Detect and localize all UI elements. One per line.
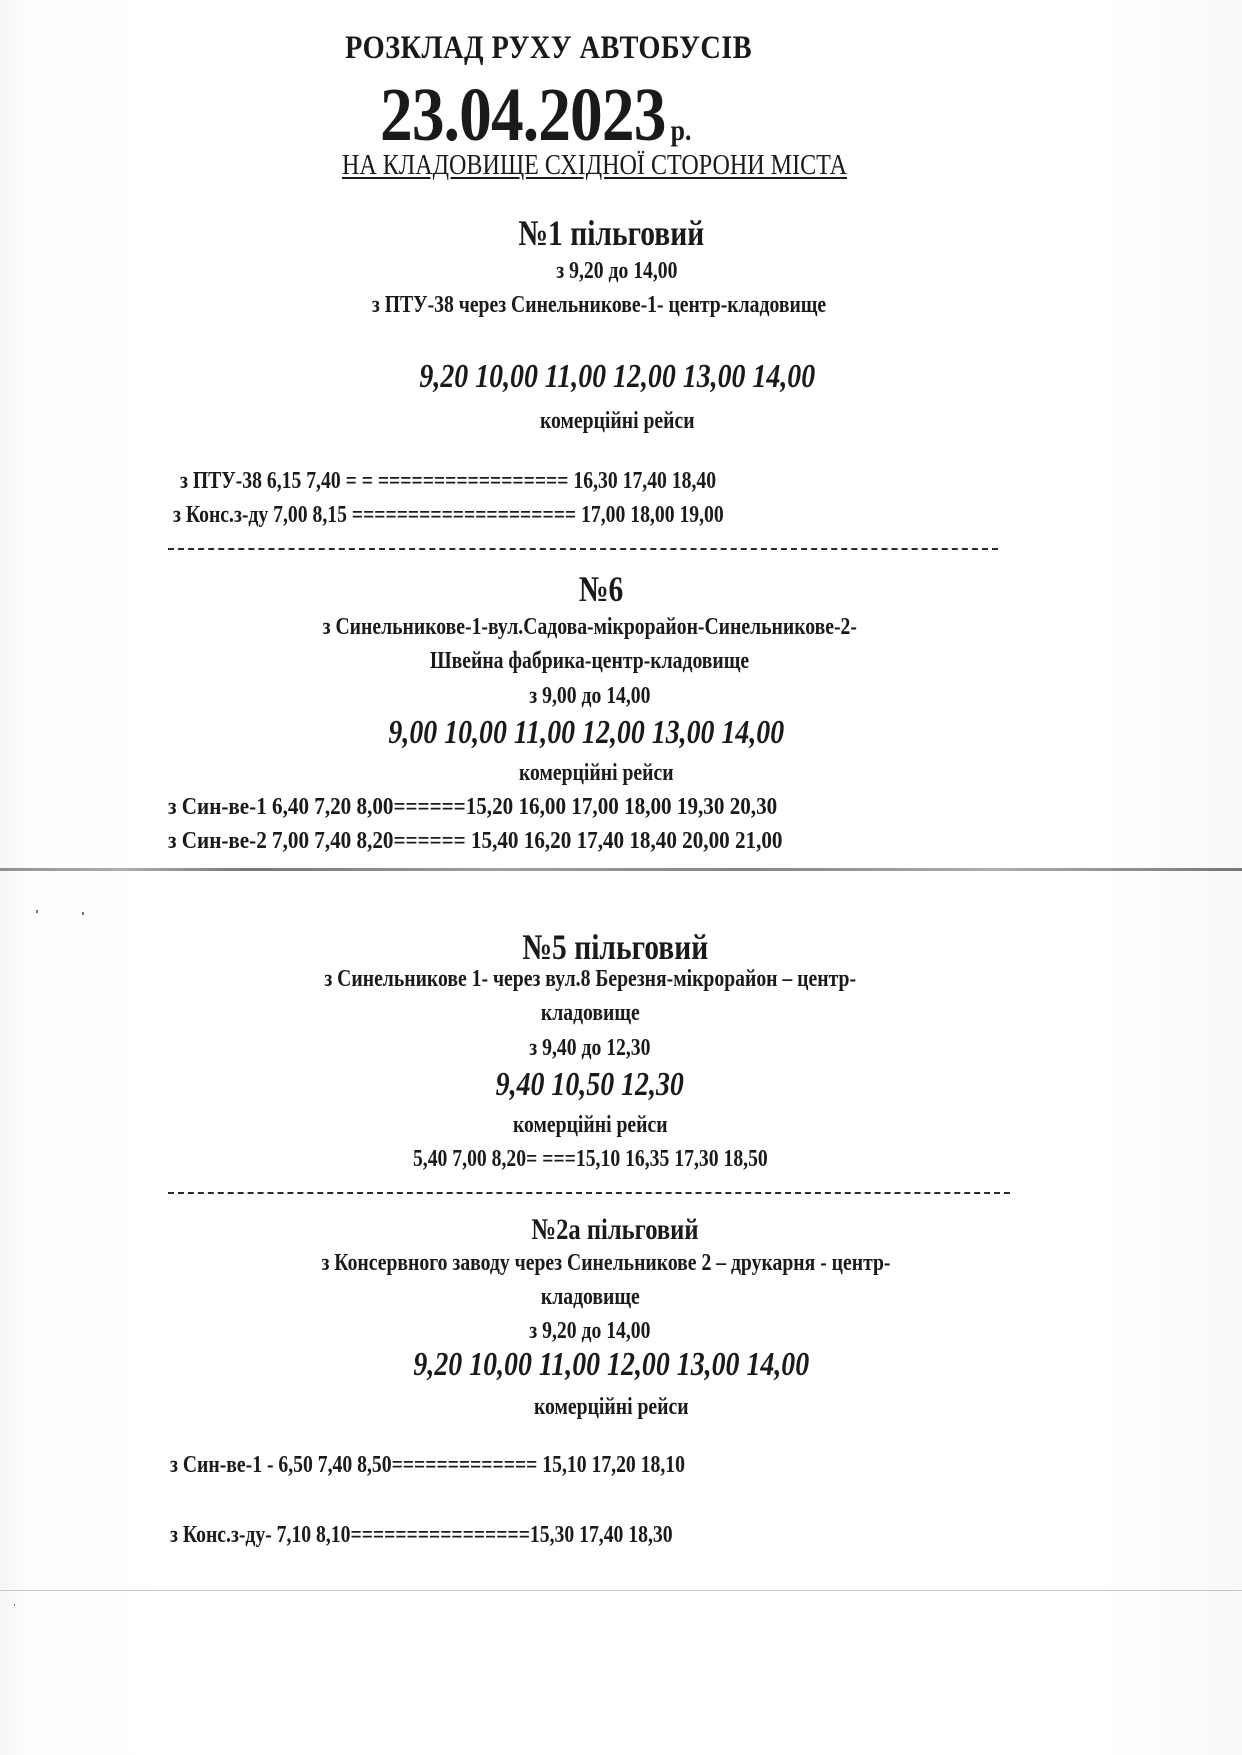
route-heading-text: №6 (578, 569, 624, 609)
benefit-times-text: 9,20 10,00 11,00 12,00 13,00 14,00 (419, 358, 815, 395)
benefit-times-text: 9,20 10,00 11,00 12,00 13,00 14,00 (413, 1346, 809, 1383)
route-hours-text: з 9,20 до 14,00 (556, 258, 678, 284)
commercial-label-text: комерційні рейси (518, 760, 674, 786)
commercial-row (0, 1146, 1242, 1173)
commercial-row-text: з Син-ве-2 7,00 7,40 8,20====== 15,40 16,20 17,40 18,40 20,00 21,00 (168, 828, 783, 854)
route-heading (0, 926, 1242, 968)
route-description-line: кладовище (540, 1284, 640, 1310)
benefit-times-text: 9,40 10,50 12,30 (495, 1066, 685, 1103)
route-heading-text: №2а пільговий (531, 1213, 699, 1246)
route-description (0, 648, 1242, 675)
document-subtitle: НА КЛАДОВИЩЕ СХІДНОЇ СТОРОНИ МІСТА (342, 150, 848, 181)
scan-bottom-edge (0, 1590, 1242, 1591)
commercial-row (170, 1522, 783, 1549)
commercial-row (168, 794, 860, 821)
commercial-row-text: з Конс.з-ду 7,00 8,15 ==================== 17,00 18,00 19,00 (173, 502, 724, 528)
route-heading (0, 1206, 1242, 1248)
document-date (380, 72, 691, 159)
route-description (0, 292, 1242, 319)
route-description (0, 614, 1242, 641)
route-hours (0, 258, 1242, 285)
date-suffix: р. (670, 114, 692, 147)
commercial-label-text: комерційні рейси (512, 1112, 668, 1138)
commercial-row-text: 5,40 7,00 8,20= ===15,10 16,35 17,30 18,50 (412, 1146, 768, 1172)
benefit-times (0, 1346, 1242, 1384)
commercial-row-text: з Син-ве-1 - 6,50 7,40 8,50============= 15,10 17,20 18,10 (170, 1452, 685, 1478)
route-description-line: з Синельникове 1- через вул.8 Березня-мікрорайон – центр- (324, 966, 856, 992)
commercial-row-text: з Конс.з-ду- 7,10 8,10================15,30 17,40 18,30 (170, 1522, 673, 1548)
route-hours-text: з 9,20 до 14,00 (529, 1318, 651, 1344)
route-heading (0, 212, 1242, 254)
route-hours (0, 683, 1242, 710)
scan-speck (14, 1604, 15, 1606)
commercial-label (0, 1394, 1242, 1421)
route-description-line: з ПТУ-38 через Синельникове-1- центр-кладовище (371, 292, 827, 318)
benefit-times (0, 1066, 1242, 1104)
scan-fold-line (0, 868, 1242, 871)
commercial-label (0, 408, 1242, 435)
benefit-times (0, 358, 1242, 396)
commercial-label-text: комерційні рейси (539, 408, 695, 434)
benefit-times (0, 714, 1242, 752)
route-heading (0, 568, 1242, 610)
dashed-separator (168, 548, 998, 550)
commercial-row (170, 1452, 798, 1479)
commercial-row (168, 828, 866, 855)
route-hours-text: з 9,40 до 12,30 (529, 1035, 651, 1061)
route-hours-text: з 9,00 до 14,00 (529, 683, 651, 709)
route-hours (0, 1035, 1242, 1062)
route-description (0, 1250, 1242, 1277)
route-hours (0, 1318, 1242, 1345)
route-description-line: з Синельникове-1-вул.Садова-мікрорайон-Синельникове-2- (322, 614, 858, 640)
benefit-times-text: 9,00 10,00 11,00 12,00 13,00 14,00 (388, 714, 784, 751)
scan-speck (36, 910, 38, 913)
route-heading-text: №5 пільговий (522, 927, 708, 967)
commercial-label-text: комерційні рейси (533, 1394, 689, 1420)
dashed-separator (168, 1192, 1010, 1194)
route-description (0, 1284, 1242, 1311)
scan-speck (82, 912, 84, 915)
commercial-label (0, 760, 1242, 787)
route-description-line: кладовище (540, 1000, 640, 1026)
commercial-row (180, 468, 834, 495)
commercial-row-text: з Син-ве-1 6,40 7,20 8,00======15,20 16,00 17,00 18,00 19,30 20,30 (168, 794, 778, 820)
route-description-line: Швейна фабрика-центр-кладовище (430, 648, 750, 674)
commercial-label (0, 1112, 1242, 1139)
document-title: РОЗКЛАД РУХУ АВТОБУСІВ (345, 30, 753, 66)
route-heading-text: №1 пільговий (518, 213, 704, 253)
commercial-row-text: з ПТУ-38 6,15 7,40 = = ================= 16,30 17,40 18,40 (180, 468, 717, 494)
route-description (0, 966, 1242, 993)
date-value: 23.04.2023 (380, 73, 666, 157)
route-description-line: з Консервного заводу через Синельникове 2 – друкарня - центр- (321, 1250, 891, 1276)
commercial-row (173, 502, 845, 529)
route-description (0, 1000, 1242, 1027)
